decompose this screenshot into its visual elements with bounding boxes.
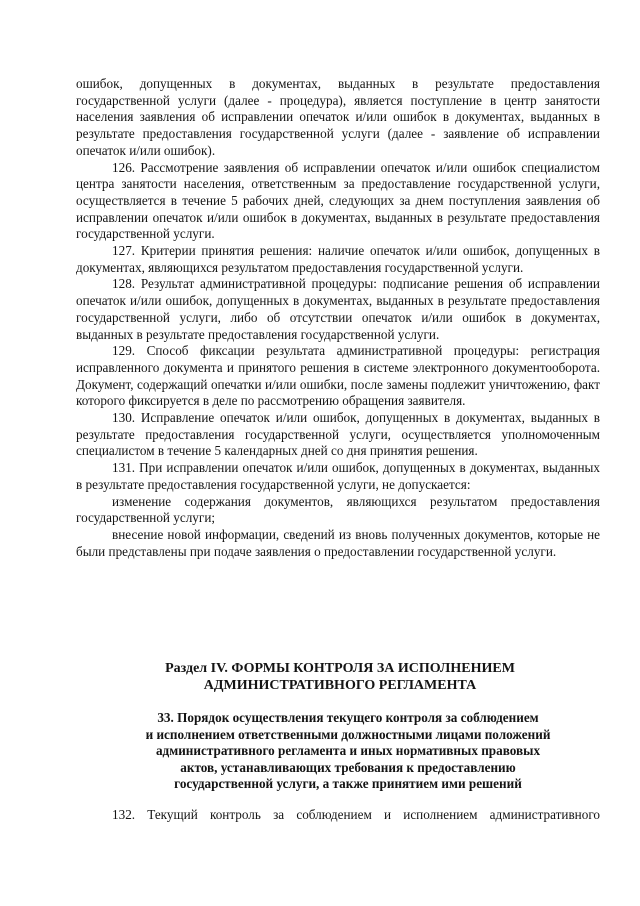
paragraph-131: 131. При исправлении опечаток и/или ошибок, допущенных в документах, выданных в результате предоставления государственной услуги, не допускается: <box>76 460 600 492</box>
paragraph-132: 132. Текущий контроль за соблюдением и исполнением административного <box>112 807 600 822</box>
subsection-heading-line-5: государственной услуги, а также принятием ими решений <box>174 776 522 792</box>
paragraph-126: 126. Рассмотрение заявления об исправлении опечаток и/или ошибок специалистом центра занятости населения, ответственным за предоставление государственной услуги, осуществляется в течение 5 рабочих дней, следующих за днем поступления заявления об исправлении опечаток и/или ошибок в документах, выданных в результате предоставления государственной услуги. <box>76 159 600 242</box>
paragraph-continuation: ошибок, допущенных в документах, выданных в результате предоставления государственной услуги (далее - процедура), является поступление в центр занятости населения заявления об исправлении опечаток и/или ошибок в документах, выданных в результате предоставления государственной услуги (далее - заявление об исправлении опечаток и/или ошибок). <box>76 76 600 158</box>
paragraph-128: 128. Результат административной процедуры: подписание решения об исправлении опечаток и/или ошибок, допущенных в документах, выданных в результате предоставления государственной услуги, либо об отсутствии опечаток и/или ошибок в документах, выданных в результате предоставления государственной услуги. <box>76 276 600 342</box>
subsection-heading-line-2: и исполнением ответственными должностными лицами положений <box>145 726 551 742</box>
paragraph-130: 130. Исправление опечаток и/или ошибок, допущенных в документах, выданных в результате предоставления государственной услуги, осуществляется уполномоченным специалистом в течение 5 календарных дней со дня принятия решения. <box>76 410 600 459</box>
body-text <box>76 76 600 560</box>
subsection-heading <box>118 710 578 793</box>
paragraph-129: 129. Способ фиксации результата административной процедуры: регистрация исправленного документа и принятого решения в системе электронного документооборота. Документ, содержащий опечатки и/или ошибки, после замены подлежит уничтожению, факт которого фиксируется в деле по рассмотрению обращения заявителя. <box>76 343 600 409</box>
subsection-heading-line-1: 33. Порядок осуществления текущего контроля за соблюдением <box>157 710 539 725</box>
section-heading-line-1: Раздел IV. ФОРМЫ КОНТРОЛЯ ЗА ИСПОЛНЕНИЕМ <box>165 661 515 676</box>
paragraph-131-item-2: внесение новой информации, сведений из вновь полученных документов, которые не были представлены при подаче заявления о предоставлении государственной услуги. <box>76 526 600 559</box>
paragraph-131-item-1: изменение содержания документов, являющихся результатом предоставления государственной услуги; <box>76 493 600 526</box>
section-heading <box>150 660 530 694</box>
paragraph-127: 127. Критерии принятия решения: наличие опечаток и/или ошибок, допущенных в документах, являющихся результатом предоставления государственной услуги. <box>76 243 600 275</box>
subsection-heading-line-4: актов, устанавливающих требования к предоставлению <box>180 759 516 775</box>
subsection-heading-line-3: административного регламента и иных нормативных правовых <box>155 743 541 759</box>
section-heading-line-2: АДМИНИСТРАТИВНОГО РЕГЛАМЕНТА <box>203 678 477 693</box>
